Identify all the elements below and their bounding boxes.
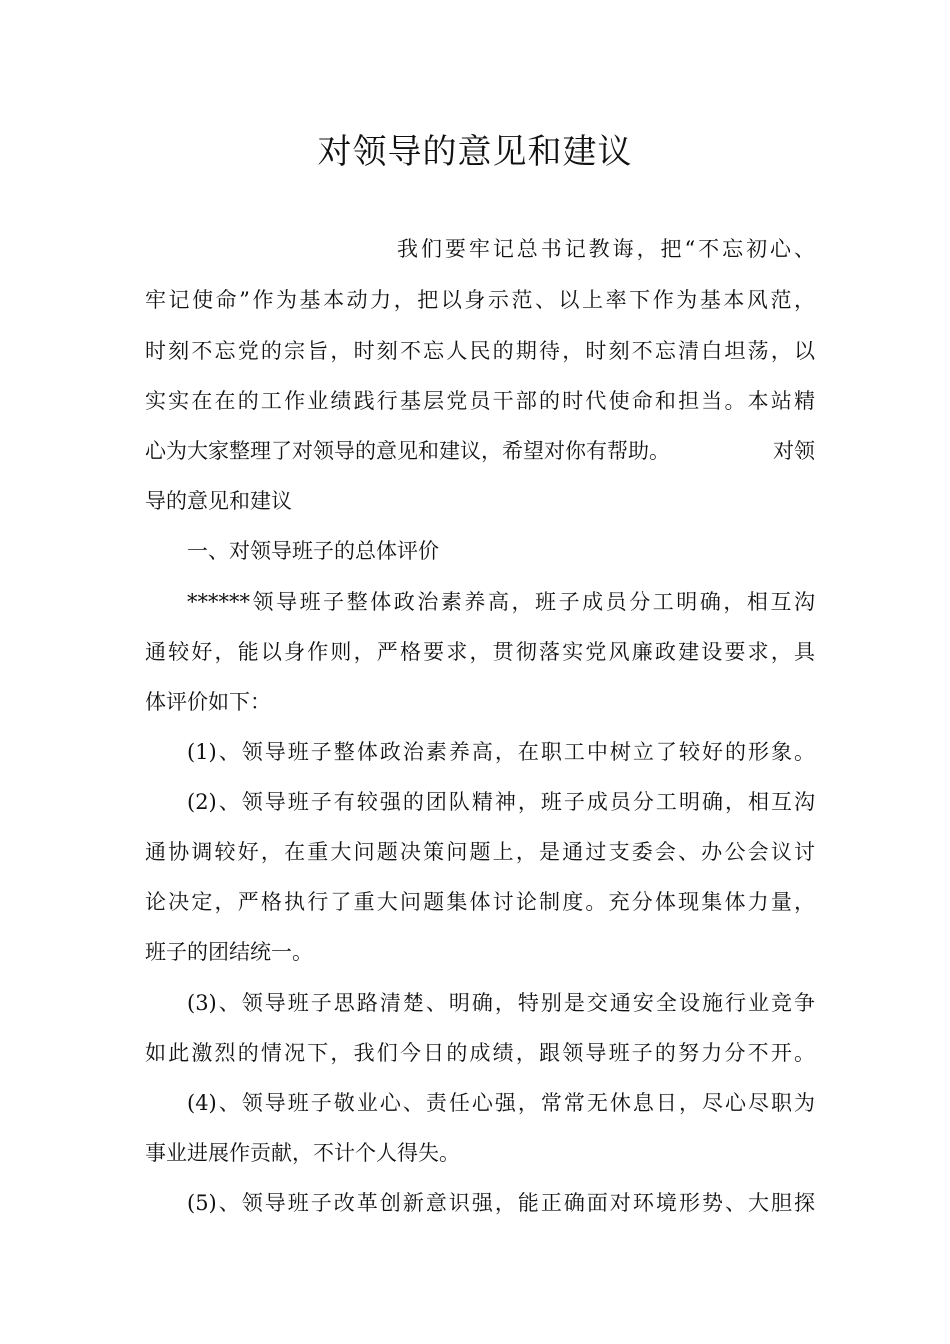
page-title: 对领导的意见和建议 xyxy=(317,132,633,172)
paragraph-line: 牢记使命”作为基本动力，把以身示范、以上率下作为基本风范， xyxy=(145,288,815,312)
list-item: (3)、领导班子思路清楚、明确，特别是交通安全设施行业竞争 xyxy=(187,991,815,1015)
paragraph-line: 事业进展作贡献，不计个人得失。 xyxy=(145,1141,460,1165)
list-item: (4)、领导班子敬业心、责任心强，常常无休息日，尽心尽职为 xyxy=(187,1091,815,1115)
list-item: (2)、领导班子有较强的团队精神，班子成员分工明确，相互沟 xyxy=(187,790,815,814)
paragraph-line: 实实在在的工作业绩践行基层党员干部的时代使命和担当。本站精 xyxy=(145,389,815,413)
paragraph-line: 班子的团结统一。 xyxy=(145,940,313,964)
paragraph-line-split xyxy=(145,436,815,466)
paragraph-line: ******领导班子整体政治素养高，班子成员分工明确，相互沟 xyxy=(187,590,815,614)
list-item: (1)、领导班子整体政治素养高，在职工中树立了较好的形象。 xyxy=(187,740,815,764)
section-heading: 一、对领导班子的总体评价 xyxy=(187,539,439,563)
paragraph-line: 通较好，能以身作则，严格要求，贯彻落实党风廉政建设要求，具 xyxy=(145,640,815,664)
paragraph-line: 时刻不忘党的宗旨，时刻不忘人民的期待，时刻不忘清白坦荡，以 xyxy=(145,339,815,363)
paragraph-line: 导的意见和建议 xyxy=(145,489,292,513)
paragraph-line: 我们要牢记总书记教诲，把“不忘初心、 xyxy=(397,237,815,261)
paragraph-line: 论决定，严格执行了重大问题集体讨论制度。充分体现集体力量， xyxy=(145,890,815,914)
list-item: (5)、领导班子改革创新意识强，能正确面对环境形势、大胆探 xyxy=(187,1191,815,1215)
paragraph-line-segment: 心为大家整理了对领导的意见和建议，希望对你有帮助。 xyxy=(145,439,670,463)
paragraph-line: 如此激烈的情况下，我们今日的成绩，跟领导班子的努力分不开。 xyxy=(145,1041,815,1065)
paragraph-line: 通协调较好，在重大问题决策问题上，是通过支委会、办公会议讨 xyxy=(145,840,815,864)
paragraph-line-segment: 对领 xyxy=(773,439,815,463)
paragraph-line: 体评价如下： xyxy=(145,690,271,714)
